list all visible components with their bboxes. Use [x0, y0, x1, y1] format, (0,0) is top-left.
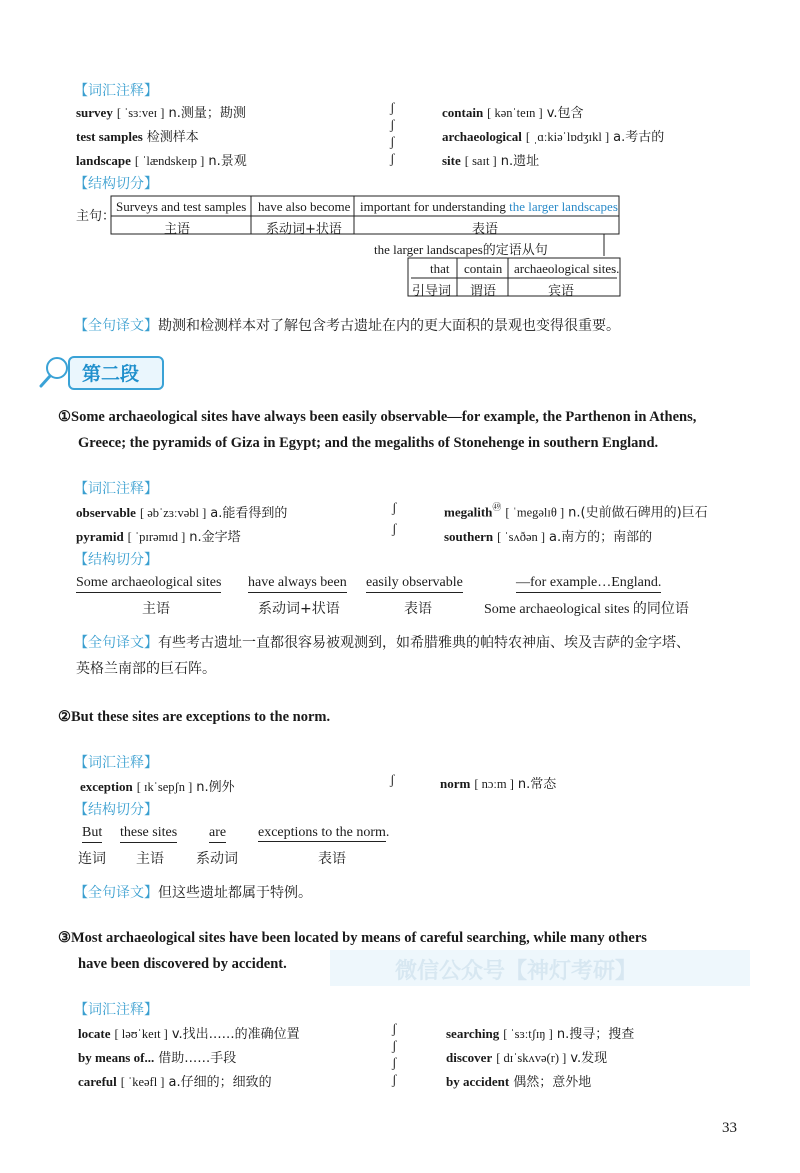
- divider-squiggle: ʃ: [390, 101, 395, 116]
- structure-label: 【结构切分】: [74, 176, 158, 192]
- vocab-item: by means of... 借助……手段: [78, 1050, 237, 1066]
- vocab-item: discover [ dɪˈskʌvə(r) ] v.发现: [446, 1050, 608, 1066]
- divider-squiggle: ʃ: [392, 522, 397, 537]
- structure-segment: have always been: [248, 575, 347, 593]
- vocab-item: observable [ əbˈzɜːvəbl ] a.能看得到的: [76, 505, 288, 521]
- divider-squiggle: ʃ: [392, 501, 397, 516]
- structure-role: 主语: [136, 851, 164, 867]
- structure-segment: Some archaeological sites: [76, 575, 221, 593]
- divider-squiggle: ʃ: [392, 1022, 397, 1037]
- divider-squiggle: ʃ: [390, 118, 395, 133]
- structure-role: 主语: [142, 601, 170, 617]
- vocab-item: contain [ kənˈteɪn ] v.包含: [442, 105, 584, 121]
- vocab-item: megalith$^㊾$ [ ˈmegəlɪθ ] n.(史前做石碑用的)巨石: [444, 502, 708, 521]
- vocab-item: norm [ nɔːm ] n.常态: [440, 776, 557, 792]
- vocab-item: careful [ ˈkeəfl ] a.仔细的；细致的: [78, 1074, 272, 1090]
- divider-squiggle: ʃ: [390, 152, 395, 167]
- sentence-line: ①Some archaeological sites have always been easily observable—for example, the Parthenon in Athens,: [58, 409, 697, 425]
- structure-role: 谓语: [470, 284, 497, 299]
- vocab-item: southern [ ˈsʌðən ] a.南方的；南部的: [444, 529, 653, 545]
- vocab-label: 【词汇注释】: [74, 481, 158, 497]
- divider-squiggle: ʃ: [390, 773, 395, 788]
- vocab-item: by accident 偶然；意外地: [446, 1074, 592, 1090]
- divider-squiggle: ʃ: [392, 1056, 397, 1071]
- sentence-line: have been discovered by accident.: [78, 956, 287, 972]
- watermark: 微信公众号【神灯考研】: [395, 959, 638, 984]
- structure-segment: easily observable: [366, 575, 463, 593]
- vocab-item: searching [ ˈsɜːtʃɪŋ ] n.搜寻；搜查: [446, 1026, 635, 1042]
- translation-line: 【全句译文】但这些遗址都属于特例。: [74, 885, 312, 901]
- structure-role: Some archaeological sites 的同位语: [484, 602, 689, 617]
- page-number: 33: [722, 1120, 737, 1136]
- structure-role: 引导词: [412, 284, 452, 299]
- vocab-item: survey [ ˈsɜːveɪ ] n.测量；勘测: [76, 105, 246, 121]
- structure-segment: contain: [464, 261, 503, 276]
- translation-line: 【全句译文】有些考古遗址一直都很容易被观测到，如希腊雅典的帕特农神庙、埃及吉萨的金字塔、: [74, 635, 690, 651]
- translation-line: 英格兰南部的巨石阵。: [76, 661, 216, 677]
- structure-role: 系动词+状语: [266, 222, 342, 237]
- translation-line: 【全句译文】勘测和检测样本对了解包含考古遗址在内的更大面积的景观也变得很重要。: [74, 318, 620, 334]
- sentence-line: Greece; the pyramids of Giza in Egypt; and the megaliths of Stonehenge in southern England.: [78, 435, 659, 451]
- vocab-item: archaeological [ ˌɑːkiəˈlɒdʒɪkl ] a.考古的: [442, 129, 665, 145]
- vocab-item: test samples 检测样本: [76, 129, 199, 145]
- structure-segment: But: [82, 825, 102, 843]
- vocab-label: 【词汇注释】: [74, 1002, 158, 1018]
- structure-role: 连词: [78, 851, 106, 867]
- structure-label: 【结构切分】: [74, 802, 158, 818]
- structure-segment: archaeological sites.: [514, 261, 620, 276]
- structure-role: 宾语: [548, 284, 575, 299]
- structure-segment: important for understanding the larger landscapes: [360, 199, 618, 214]
- sentence-line: ③Most archaeological sites have been located by means of careful searching, while many others: [58, 930, 647, 946]
- structure-segment: that: [430, 261, 450, 276]
- main-clause-label: 主句：: [76, 209, 116, 224]
- vocab-item: landscape [ ˈlændskeɪp ] n.景观: [76, 153, 247, 169]
- structure-segment: —for example…England.: [516, 575, 661, 593]
- structure-role: 系动词+状语: [258, 601, 340, 617]
- vocab-label: 【词汇注释】: [74, 755, 158, 771]
- structure-segment: these sites: [120, 825, 177, 843]
- vocab-item: exception [ ɪkˈsepʃn ] n.例外: [80, 779, 235, 795]
- clause-label: the larger landscapes的定语从句: [374, 242, 548, 257]
- structure-role: 主语: [164, 222, 191, 237]
- divider-squiggle: ʃ: [392, 1039, 397, 1054]
- divider-squiggle: ʃ: [390, 135, 395, 150]
- sentence-line: ②But these sites are exceptions to the norm.: [58, 709, 331, 725]
- structure-label: 【结构切分】: [74, 552, 158, 568]
- structure-segment: have also become: [258, 199, 351, 214]
- structure-role: 系动词: [196, 851, 238, 867]
- structure-role: 表语: [404, 601, 432, 617]
- structure-role: 表语: [472, 222, 499, 237]
- structure-segment: exceptions to the norm.: [258, 825, 390, 840]
- divider-squiggle: ʃ: [392, 1073, 397, 1088]
- structure-segment: Surveys and test samples: [116, 199, 247, 214]
- vocab-label: 【词汇注释】: [74, 83, 158, 99]
- vocab-item: pyramid [ ˈpɪrəmɪd ] n.金字塔: [76, 529, 241, 545]
- vocab-item: site [ saɪt ] n.遗址: [442, 153, 540, 169]
- vocab-item: locate [ ləʊˈkeɪt ] v.找出……的准确位置: [78, 1026, 300, 1042]
- section-title: 第二段: [82, 363, 140, 385]
- structure-role: 表语: [318, 851, 346, 867]
- structure-segment: are: [209, 825, 226, 843]
